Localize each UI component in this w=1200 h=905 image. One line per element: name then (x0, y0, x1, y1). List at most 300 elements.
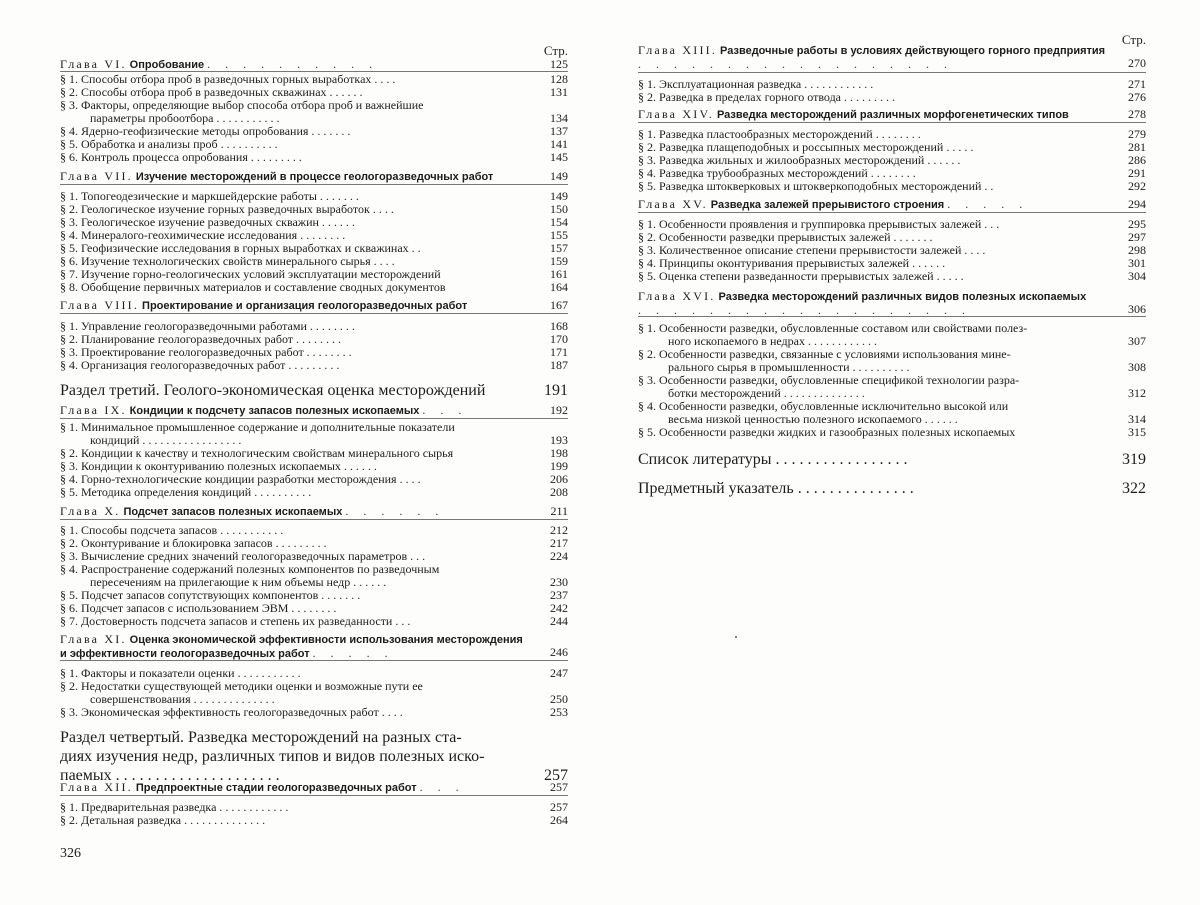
entry-text (60, 537, 568, 550)
page-ref: 312 (1128, 385, 1146, 400)
entry-line: § 5. Подсчет запасов сопутствующих компонентов . . . . . . . (60, 588, 361, 602)
toc-part[interactable] (60, 728, 568, 785)
entry-text (60, 589, 568, 602)
toc-section[interactable] (60, 524, 568, 537)
entry-text (60, 229, 568, 242)
chapter-rule (60, 660, 568, 661)
chapter-label: Глава XV. (638, 197, 708, 211)
toc-section[interactable] (638, 154, 1146, 167)
leader-dots: . . . . . . (345, 504, 445, 518)
chapter-rule (638, 212, 1146, 213)
entry-line: Список литературы . . . . . . . . . . . . . . . . . (638, 451, 908, 468)
page-ref: 187 (550, 358, 568, 372)
page-ref: 247 (550, 666, 568, 680)
page-ref: 154 (550, 215, 568, 229)
chapter-rule (60, 184, 568, 185)
page-ref: 131 (550, 85, 568, 99)
page-ref: 307 (1128, 333, 1146, 348)
toc-section[interactable] (638, 231, 1146, 244)
chapter-rule (60, 313, 568, 314)
entry-text (60, 550, 568, 563)
entry-text (60, 563, 568, 589)
toc-section[interactable] (60, 473, 568, 486)
toc-section[interactable] (60, 359, 568, 372)
leader-dots: . . . . . . . . . . . . . . . . . . (638, 56, 953, 71)
page-ref: 149 (550, 189, 568, 203)
chapter-title: Оценка экономической эффективности использования месторождения и эффективности геологоразведочных работ (60, 634, 523, 660)
entry-text (60, 447, 568, 460)
page-ref: 279 (1128, 127, 1146, 141)
toc-section[interactable] (60, 589, 568, 602)
entry-line: Раздел четвертый. Разведка месторождений на разных ста- (60, 729, 462, 746)
chapter-label: Глава XI. (60, 632, 127, 646)
toc-section[interactable] (638, 270, 1146, 283)
page-ref: 304 (1128, 269, 1146, 283)
chapter-title: Предпроектные стадии геологоразведочных работ (135, 782, 417, 794)
page-ref: 264 (550, 813, 568, 827)
toc-section[interactable] (60, 615, 568, 628)
chapter-label: Глава IX. (60, 403, 127, 417)
page-ref: 242 (550, 601, 568, 615)
page-ref: 199 (550, 459, 568, 473)
entry-text (638, 218, 1146, 231)
chapter-rule (638, 122, 1146, 123)
entry-text (638, 167, 1146, 180)
entry-text (60, 706, 568, 719)
entry-text (60, 524, 568, 537)
toc-chapter[interactable] (60, 404, 568, 418)
entry-line: § 1. Топогеодезические и маркшейдерские работы . . . . . . . (60, 189, 359, 203)
toc-section[interactable] (638, 426, 1146, 439)
entry-line: § 5. Оценка степени разведанности прерывистых залежей . . . . . (638, 269, 964, 283)
page-ref: 301 (1128, 256, 1146, 270)
chapter-rule (638, 316, 1146, 317)
entry-line: весьма низкой ценностью полезного ископаемого . . . . . . (668, 411, 958, 426)
toc-section[interactable] (60, 814, 568, 827)
toc-chapter[interactable] (638, 198, 1146, 212)
toc-chapter[interactable] (638, 44, 1146, 71)
entry-text (638, 257, 1146, 270)
entry-text (638, 426, 1146, 439)
entry-text (638, 348, 1146, 374)
chapter-title: Проектирование и организация геологоразведочных работ (142, 300, 468, 312)
toc-section[interactable] (638, 257, 1146, 270)
toc-section[interactable] (638, 180, 1146, 193)
entry-line: § 1. Особенности проявления и группировка прерывистых залежей . . . (638, 217, 1000, 231)
toc-section[interactable] (60, 216, 568, 229)
chapter-text (60, 781, 568, 795)
entry-text (60, 320, 568, 333)
toc-section[interactable] (60, 801, 568, 814)
page-ref: 306 (1128, 301, 1146, 316)
entry-line: ного ископаемого в недрах . . . . . . . . . . . . (668, 333, 877, 348)
chapter-text (638, 108, 1146, 122)
page-ref: 157 (550, 241, 568, 255)
page-ref: 271 (1128, 77, 1146, 91)
entry-line: § 7. Изучение горно-геологических условий эксплуатации месторождений (60, 267, 441, 281)
toc-section[interactable] (60, 255, 568, 268)
toc-chapter[interactable] (638, 108, 1146, 122)
entry-text (638, 244, 1146, 257)
chapter-rule (60, 418, 568, 419)
chapter-rule (60, 795, 568, 796)
entry-text (60, 99, 568, 125)
page-ref: 230 (550, 574, 568, 589)
toc-section[interactable] (60, 537, 568, 550)
page-ref: 298 (1128, 243, 1146, 257)
page-ref: 308 (1128, 359, 1146, 374)
entry-line: § 2. Детальная разведка . . . . . . . . . . . . . . (60, 813, 266, 827)
toc-chapter[interactable] (60, 58, 568, 72)
page-ref: 257 (550, 800, 568, 814)
page-ref: 314 (1128, 411, 1146, 426)
toc-section[interactable] (60, 421, 568, 447)
toc-section[interactable] (60, 125, 568, 138)
entry-line: § 2. Планирование геологоразведочных работ . . . . . . . . (60, 332, 342, 346)
page-ref: 224 (550, 549, 568, 563)
entry-line: § 3. Количественное описание степени прерывистости залежей . . . . (638, 243, 986, 257)
toc-chapter[interactable] (60, 170, 568, 184)
page-ref: 278 (1128, 107, 1146, 121)
entry-line: ботки месторождений . . . . . . . . . . . . . . (668, 385, 865, 400)
entry-line: § 5. Геофизические исследования в горных выработках и скважинах . . (60, 241, 421, 255)
entry-text (60, 728, 568, 785)
leader-dots: . . . (419, 780, 465, 794)
chapter-rule (60, 519, 568, 520)
page-ref: 193 (550, 432, 568, 447)
page-ref: 211 (550, 504, 568, 518)
entry-text (60, 346, 568, 359)
entry-text (60, 680, 568, 706)
chapter-text (638, 44, 1146, 71)
page-ref: 217 (550, 536, 568, 550)
entry-text (60, 268, 568, 281)
entry-text (60, 814, 568, 827)
chapter-text (60, 633, 568, 661)
toc-part[interactable] (60, 381, 568, 400)
entry-line: § 5. Особенности разведки жидких и газообразных полезных ископаемых (638, 425, 1016, 439)
entry-text (60, 381, 568, 400)
toc-chapter[interactable] (60, 781, 568, 795)
toc-section[interactable] (60, 242, 568, 255)
page-ref: 168 (550, 319, 568, 333)
toc-section[interactable] (638, 167, 1146, 180)
toc-section[interactable] (638, 91, 1146, 104)
toc-section[interactable] (60, 203, 568, 216)
entry-line: § 4. Распространение содержаний полезных компонентов по разведочным (60, 562, 440, 576)
entry-text (638, 78, 1146, 91)
entry-text (60, 801, 568, 814)
page-ref: 159 (550, 254, 568, 268)
page-ref: 281 (1128, 140, 1146, 154)
toc-section[interactable] (638, 128, 1146, 141)
entry-line: Раздел третий. Геолого-экономическая оценка месторождений (60, 382, 486, 399)
entry-line: § 1. Способы подсчета запасов . . . . . . . . . . . (60, 523, 284, 537)
page-ref: 297 (1128, 230, 1146, 244)
chapter-text (638, 290, 1146, 317)
page-ref: 171 (550, 345, 568, 359)
page-ref: 257 (550, 780, 568, 794)
page-ref: 253 (550, 705, 568, 719)
toc-section[interactable] (638, 244, 1146, 257)
chapter-rule (638, 72, 1146, 73)
page-ref: 137 (550, 124, 568, 138)
entry-line: § 4. Разведка трубообразных месторождений . . . . . . . . (638, 166, 916, 180)
entry-line: § 2. Особенности разведки, связанные с условиями использования мине- (638, 347, 1011, 361)
entry-text (60, 473, 568, 486)
entry-text (60, 486, 568, 499)
page-ref: 244 (550, 614, 568, 628)
entry-text (638, 154, 1146, 167)
toc-section[interactable] (60, 447, 568, 460)
page-number: 326 (60, 846, 81, 861)
toc-section[interactable] (60, 268, 568, 281)
chapter-label: Глава VI. (60, 57, 127, 71)
page-ref: 170 (550, 332, 568, 346)
entry-line: § 2. Разведка в пределах горного отвода . . . . . . . . . (638, 90, 896, 104)
page-ref: 295 (1128, 217, 1146, 231)
toc-section[interactable] (638, 374, 1146, 400)
entry-line: совершенствования . . . . . . . . . . . . . . (90, 691, 275, 706)
page-ref: 164 (550, 280, 568, 294)
chapter-title: Разведка месторождений различных морфогенетических типов (716, 109, 1069, 121)
page-ref: 192 (550, 403, 568, 417)
entry-text (60, 281, 568, 294)
page-ref: 291 (1128, 166, 1146, 180)
chapter-text (60, 58, 568, 72)
entry-text (60, 460, 568, 473)
page-ref: 276 (1128, 90, 1146, 104)
toc-section[interactable] (60, 706, 568, 719)
entry-line: § 2. Особенности разведки прерывистых залежей . . . . . . . (638, 230, 933, 244)
entry-text (60, 602, 568, 615)
toc-section[interactable] (60, 229, 568, 242)
entry-line: § 5. Разведка штокверковых и штокверкоподобных месторождений . . (638, 179, 994, 193)
entry-line: кондиций . . . . . . . . . . . . . . . . . (90, 432, 242, 447)
chapter-label: Глава X. (60, 504, 121, 518)
page-ref: 286 (1128, 153, 1146, 167)
page-ref: 270 (1128, 55, 1146, 70)
page-ref: 155 (550, 228, 568, 242)
leader-dots: . . . . . (947, 197, 1029, 211)
entry-line: § 1. Способы отбора проб в разведочных горных выработках . . . . (60, 72, 396, 86)
page-ref: 237 (550, 588, 568, 602)
entry-text (638, 91, 1146, 104)
entry-text (60, 421, 568, 447)
entry-line: паемых . . . . . . . . . . . . . . . . . . . . . (60, 767, 280, 784)
entry-text (60, 151, 568, 164)
entry-text (60, 190, 568, 203)
chapter-title: Изучение месторождений в процессе геологоразведочных работ (135, 171, 494, 183)
page-ref: 294 (1128, 197, 1146, 211)
page-ref: 292 (1128, 179, 1146, 193)
toc-section[interactable] (60, 486, 568, 499)
entry-line: § 2. Геологическое изучение горных разведочных выработок . . . . (60, 202, 394, 216)
entry-line: § 5. Методика определения кондиций . . . . . . . . . . (60, 485, 312, 499)
toc-section[interactable] (638, 78, 1146, 91)
chapter-text (638, 198, 1146, 212)
entry-line: § 3. Разведка жильных и жилообразных месторождений . . . . . . (638, 153, 961, 167)
chapter-text (60, 505, 568, 519)
entry-text (638, 400, 1146, 426)
toc-section[interactable] (638, 322, 1146, 348)
toc-section[interactable] (60, 86, 568, 99)
page-ref: 128 (550, 72, 568, 86)
entry-text (638, 128, 1146, 141)
page-ref: 150 (550, 202, 568, 216)
toc-chapter[interactable] (60, 299, 568, 313)
entry-line: параметры пробоотбора . . . . . . . . . . . (90, 110, 280, 125)
entry-line: пересечениям на прилегающие к ним объемы недр . . . . . . (90, 574, 387, 589)
page-ref: 141 (550, 137, 568, 151)
chapter-label: Глава XVI. (638, 289, 716, 303)
page-ref: 250 (550, 691, 568, 706)
toc-chapter[interactable] (638, 290, 1146, 317)
entry-text (60, 667, 568, 680)
entry-line: § 1. Факторы и показатели оценки . . . . . . . . . . . (60, 666, 301, 680)
leader-dots: . . . . . (312, 645, 394, 660)
entry-line: § 1. Особенности разведки, обусловленные составом или свойствами полез- (638, 321, 1028, 335)
chapter-title: Разведочные работы в условиях действующего горного предприятия (720, 45, 1106, 57)
entry-line: § 8. Обобщение первичных материалов и составление сводных документов (60, 280, 446, 294)
leader-dots: . . . . . . . . . . . . . . . . . . . (638, 302, 971, 317)
page-ref: 315 (1128, 425, 1146, 439)
entry-line: рального сырья в промышленности . . . . . . . . . . (668, 359, 910, 374)
leader-dots: . . . (422, 403, 468, 417)
page-ref: 167 (550, 298, 568, 312)
entry-line: § 7. Достоверность подсчета запасов и степень их разведанности . . . (60, 614, 411, 628)
toc-section[interactable] (60, 460, 568, 473)
entry-text (638, 141, 1146, 154)
leader-dots: . . . . . . . . . . (207, 57, 379, 71)
entry-line: § 4. Организация геологоразведочных работ . . . . . . . . . (60, 358, 340, 372)
entry-line: § 6. Подсчет запасов с использованием ЭВМ . . . . . . . . (60, 601, 337, 615)
toc-section[interactable] (60, 190, 568, 203)
page-column-header: Стр. (543, 43, 568, 58)
toc-section[interactable] (60, 680, 568, 706)
page-ref: 191 (544, 382, 568, 399)
entry-text (638, 270, 1146, 283)
chapter-label: Глава XIV. (638, 107, 714, 121)
chapter-title: Разведка месторождений различных видов полезных ископаемых (718, 291, 1087, 303)
entry-line: § 1. Эксплуатационная разведка . . . . . . . . . . . . (638, 77, 874, 91)
page-ref: 134 (550, 110, 568, 125)
page-ref: 125 (550, 57, 568, 71)
entry-line: § 3. Особенности разведки, обусловленные спецификой технологии разра- (638, 373, 1020, 387)
toc-section[interactable] (60, 138, 568, 151)
page-ref: 149 (550, 169, 568, 183)
entry-line: § 6. Контроль процесса опробования . . . . . . . . . (60, 150, 302, 164)
toc-section[interactable] (638, 348, 1146, 374)
chapter-label: Глава VII. (60, 169, 133, 183)
page-ref: 212 (550, 523, 568, 537)
entry-line: § 4. Принципы оконтуривания прерывистых залежей . . . . . . (638, 256, 946, 270)
chapter-text (60, 170, 568, 184)
entry-line: Предметный указатель . . . . . . . . . . . . . . . (638, 480, 914, 497)
entry-text (638, 180, 1146, 193)
chapter-title: Разведка залежей прерывистого строения (710, 199, 945, 211)
entry-line: § 5. Обработка и анализы проб . . . . . . . . . . (60, 137, 278, 151)
entry-text (60, 242, 568, 255)
toc-section[interactable] (60, 73, 568, 86)
toc-section[interactable] (60, 320, 568, 333)
entry-line: § 2. Оконтуривание и блокировка запасов . . . . . . . . . (60, 536, 327, 550)
toc-section[interactable] (60, 346, 568, 359)
toc-section[interactable] (638, 400, 1146, 426)
chapter-title: Подсчет запасов полезных ископаемых (123, 506, 343, 518)
entry-text (60, 333, 568, 346)
chapter-title: Кондиции к подсчету запасов полезных ископаемых (129, 405, 420, 417)
entry-line: § 1. Минимальное промышленное содержание и дополнительные показатели (60, 420, 455, 434)
page-ref: 322 (1122, 480, 1146, 497)
entry-line: § 6. Изучение технологических свойств минерального сырья . . . . (60, 254, 395, 268)
entry-text (638, 231, 1146, 244)
entry-text (60, 216, 568, 229)
toc-section[interactable] (60, 563, 568, 589)
toc-section[interactable] (638, 141, 1146, 154)
chapter-label: Глава XIII. (638, 43, 718, 57)
toc-section[interactable] (60, 333, 568, 346)
entry-text (60, 125, 568, 138)
toc-section[interactable] (60, 151, 568, 164)
toc-section[interactable] (638, 218, 1146, 231)
entry-text (60, 73, 568, 86)
chapter-text (60, 404, 568, 418)
toc-part[interactable] (638, 479, 1146, 498)
entry-line: § 3. Проектирование геологоразведочных работ . . . . . . . . (60, 345, 352, 359)
page-ref: 145 (550, 150, 568, 164)
toc-chapter[interactable] (60, 633, 568, 661)
toc-section[interactable] (60, 550, 568, 563)
toc-section[interactable] (60, 99, 568, 125)
speck (735, 636, 737, 638)
toc-part[interactable] (638, 450, 1146, 469)
entry-text (60, 615, 568, 628)
entry-line: § 2. Разведка плащеподобных и россыпных месторождений . . . . . (638, 140, 974, 154)
page-ref: 257 (544, 767, 568, 784)
entry-line: § 3. Геологическое изучение разведочных скважин . . . . . . (60, 215, 355, 229)
chapter-label: Глава XII. (60, 780, 133, 794)
entry-line: § 3. Факторы, определяющие выбор способа отбора проб и важнейшие (60, 98, 424, 112)
entry-line: § 4. Особенности разведки, обусловленные исключительно высокой или (638, 399, 1009, 413)
entry-text (60, 138, 568, 151)
page-ref: 206 (550, 472, 568, 486)
entry-text (60, 86, 568, 99)
toc-chapter[interactable] (60, 505, 568, 519)
page-ref: 198 (550, 446, 568, 460)
toc-section[interactable] (60, 602, 568, 615)
toc-section[interactable] (60, 281, 568, 294)
entry-text (638, 479, 1146, 498)
entry-text (60, 203, 568, 216)
entry-text (638, 374, 1146, 400)
entry-line: § 3. Вычисление средних значений геологоразведочных параметров . . . (60, 549, 426, 563)
entry-line: § 1. Разведка пластообразных месторождений . . . . . . . . (638, 127, 921, 141)
entry-line: § 2. Кондиции к качеству и технологическим свойствам минерального сырья (60, 446, 454, 460)
entry-line: § 1. Предварительная разведка . . . . . . . . . . . . (60, 800, 289, 814)
entry-line: § 4. Горно-технологические кондиции разработки месторождения . . . . (60, 472, 421, 486)
entry-text (638, 450, 1146, 469)
entry-line: § 1. Управление геологоразведочными работами . . . . . . . . (60, 319, 355, 333)
entry-line: § 3. Экономическая эффективность геологоразведочных работ . . . . (60, 705, 403, 719)
entry-line: диях изучения недр, различных типов и видов полезных иско- (60, 748, 485, 765)
entry-line: § 4. Ядерно-геофизические методы опробования . . . . . . . (60, 124, 351, 138)
toc-section[interactable] (60, 667, 568, 680)
chapter-title: Опробование (129, 59, 205, 71)
page-ref: 319 (1122, 451, 1146, 468)
entry-text (60, 255, 568, 268)
entry-line: § 2. Недостатки существующей методики оценки и возможные пути ее (60, 679, 423, 693)
